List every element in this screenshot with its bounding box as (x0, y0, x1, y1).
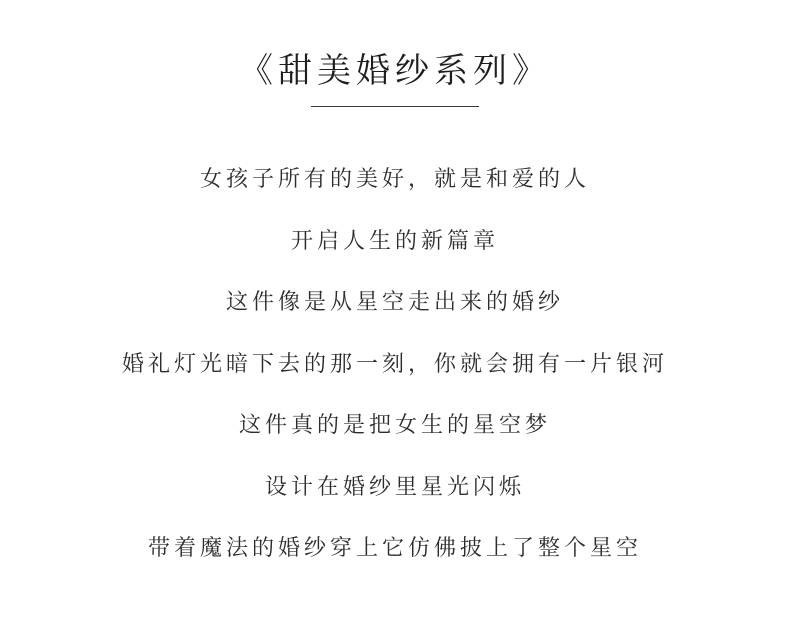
poem-line: 这件像是从星空走出来的婚纱 (225, 290, 564, 315)
poem-line: 这件真的是把女生的星空梦 (238, 413, 551, 438)
title-underline (311, 106, 479, 107)
poem-line: 女孩子所有的美好，就是和爱的人 (199, 167, 590, 192)
poem-line: 设计在婚纱里星光闪烁 (264, 474, 525, 500)
poem-line: 带着魔法的婚纱穿上它仿佛披上了整个星空 (147, 536, 642, 561)
poem-lines (0, 160, 790, 591)
page-title: 《甜美婚纱系列》 (239, 51, 551, 91)
poem-line: 开启人生的新篇章 (290, 228, 499, 254)
poem-line: 婚礼灯光暗下去的那一刻，你就会拥有一片银河 (121, 351, 668, 377)
